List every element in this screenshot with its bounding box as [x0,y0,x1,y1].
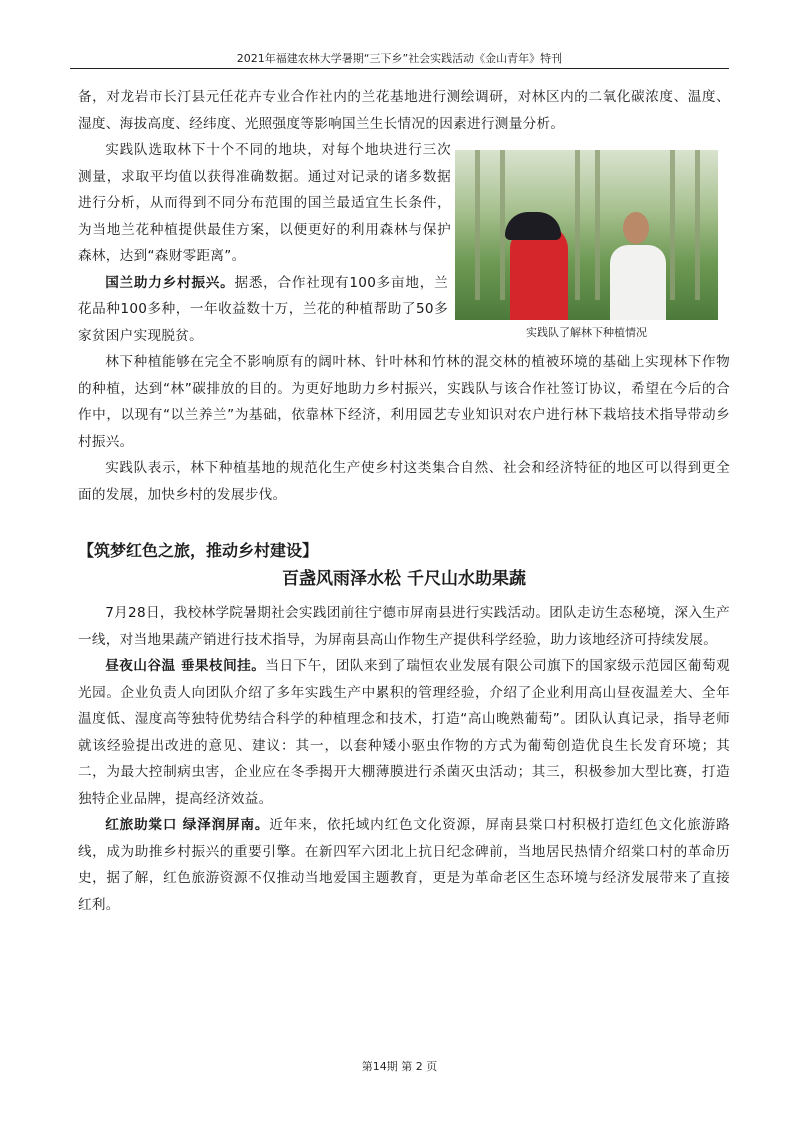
page-body [78,84,730,918]
page-footer: 第14期 第 2 页 [361,1060,438,1073]
article-paragraph-2-lead: 昼夜山谷温 垂果枝间挂。 [105,658,266,674]
figure-caption: 实践队了解林下种植情况 [526,326,647,339]
article-paragraph-1: 7月28日，我校林学院暑期社会实践团前往宁德市屏南县进行实践活动。团队走访生态秘境，深入生产一线，对当地果蔬产销进行技术指导，为屏南县高山作物生产提供科学经验，助力该地经济可持续发展。 [78,605,730,648]
article-paragraph-3-lead: 红旅助棠口 绿泽润屏南。 [105,817,270,833]
article-paragraph-3 [78,812,730,918]
person-hat [505,212,561,240]
section-heading: 【筑梦红色之旅，推动乡村建设】 [78,541,319,560]
photo-forest-interview [455,150,718,320]
paragraph-3-text: 据悉，合作社现有100多亩地，兰花品种100多种，一年收益数十万，兰花的种植帮助了50多家贫困户实现脱贫。 [78,274,449,344]
running-header: 2021年福建农林大学暑期“三下乡”社会实践活动《金山青年》特刊 [236,52,563,65]
article-title: 百盏风雨泽水松 千尺山水助果蔬 [282,569,526,589]
paragraph-4: 林下种植能够在完全不影响原有的阔叶林、针叶林和竹林的混交林的植被环境的基础上实现林下作物的种植，达到“林”碳排放的目的。为更好地助力乡村振兴，实践队与该合作社签订协议，希望在今后的合作中，以现有“以兰养兰”为基础，依靠林下经济，利用园艺专业知识对农户进行林下栽培技术指导带动乡村振兴。 [78,354,730,450]
paragraph-1: 备，对龙岩市长汀县元任花卉专业合作社内的兰花基地进行测绘调研，对林区内的二氧化碳浓度、温度、湿度、海拔高度、经纬度、光照强度等影响国兰生长情况的因素进行测量分析。 [78,89,730,132]
figure [455,150,718,339]
person-head [623,212,649,244]
header-rule [70,68,729,69]
paragraph-2: 实践队选取林下十个不同的地块，对每个地块进行三次测量，求取平均值以获得准确数据。通过对记录的诸多数据进行分析，从而得到不同分布范围的国兰最适宜生长条件，为当地兰花种植提供最佳方案，以便更好的利用森林与保护森林，达到“森财零距离”。 [78,142,451,264]
article-paragraph-2 [78,653,730,812]
article-paragraph-3-text: 近年来，依托域内红色文化资源，屏南县棠口村积极打造红色文化旅游路线，成为助推乡村振兴的重要引擎。在新四军六团北上抗日纪念碑前，当地居民热情介绍棠口村的革命历史，据了解，红色旅游资源不仅推动当地爱国主题教育，更是为革命老区生态环境与经济发展带来了直接红利。 [78,817,730,913]
paragraph-3 [78,270,448,350]
person-white-shirt [610,245,666,320]
paragraph-5: 实践队表示，林下种植基地的规范化生产使乡村这类集合自然、社会和经济特征的地区可以得到更全面的发展，加快乡村的发展步伐。 [78,460,730,503]
article-paragraph-2-text: 当日下午，团队来到了瑞恒农业发展有限公司旗下的国家级示范园区葡萄观光园。企业负责人向团队介绍了多年实践生产中累积的管理经验，介绍了企业利用高山昼夜温差大、全年温度低、湿度高等独特优势结合科学的种植理念和技术，打造“高山晚熟葡萄”。团队认真记录，指导老师就该经验提出改进的意见、建议：其一，以套种矮小驱虫作物的方式为葡萄创造优良生长发育环境；其二，为最大控制病虫害，企业应在冬季揭开大棚薄膜进行杀菌灭虫活动；其三，积极参加大型比赛，打造独特企业品牌，提高经济效益。 [78,658,730,807]
paragraph-3-lead: 国兰助力乡村振兴。 [105,274,235,291]
